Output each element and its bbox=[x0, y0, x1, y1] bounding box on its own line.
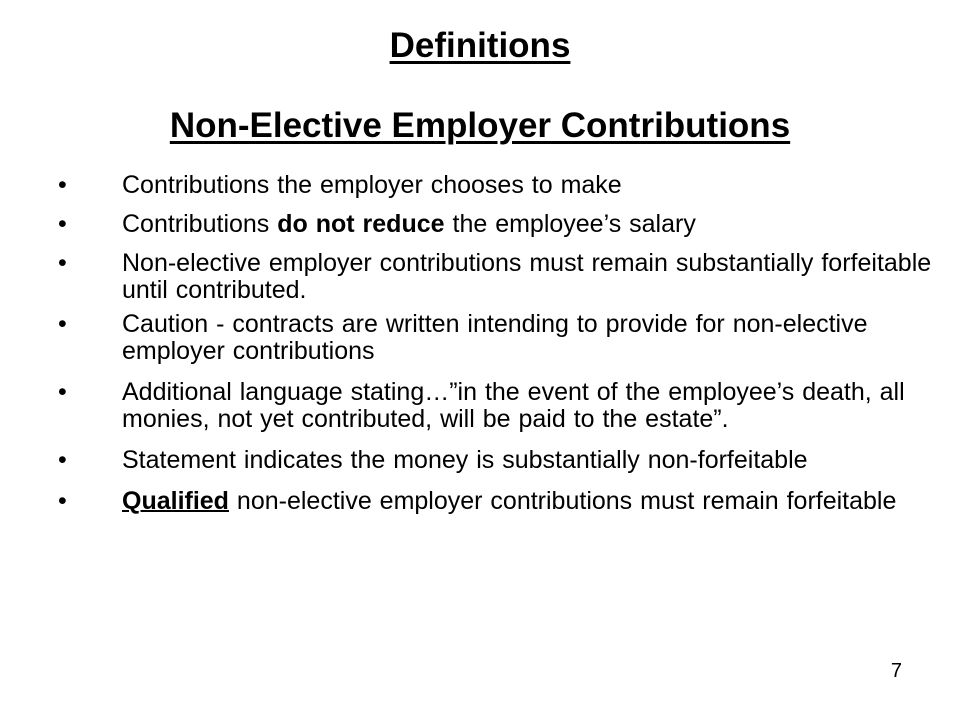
bullet-item bbox=[58, 379, 938, 433]
bullet-marker: • bbox=[58, 210, 67, 238]
bullet-item bbox=[58, 447, 938, 474]
bullet-text-post: the employee’s salary bbox=[444, 210, 696, 238]
bullet-text: Caution - contracts are written intending to provide for non-elective employer contributions bbox=[122, 310, 868, 365]
bullet-text: Contributions the employer chooses to make bbox=[122, 171, 622, 199]
bullet-marker: • bbox=[58, 171, 67, 199]
bullet-item bbox=[58, 250, 938, 304]
bullet-emphasis: do not reduce bbox=[277, 210, 445, 238]
bullet-marker: • bbox=[58, 310, 67, 338]
bullet-list bbox=[58, 172, 938, 515]
bullet-text: Additional language stating…”in the event of the employee’s death, all monies, not yet contributed, will be paid to the estate”. bbox=[122, 378, 905, 433]
bullet-text-post: non-elective employer contributions must remain forfeitable bbox=[228, 487, 897, 515]
bullet-marker: • bbox=[58, 487, 67, 515]
bullet-marker: • bbox=[58, 378, 67, 406]
slide-title: Definitions bbox=[389, 26, 571, 65]
bullet-item bbox=[58, 211, 938, 238]
bullet-item bbox=[58, 311, 938, 365]
bullet-marker: • bbox=[58, 249, 67, 277]
bullet-item bbox=[58, 172, 938, 199]
bullet-text-pre: Contributions bbox=[122, 210, 278, 238]
bullet-marker: • bbox=[58, 446, 67, 474]
page-number: 7 bbox=[890, 660, 902, 682]
slide-subtitle: Non-Elective Employer Contributions bbox=[169, 106, 791, 145]
bullet-emphasis-qualified: Qualified bbox=[122, 487, 229, 515]
bullet-text: Non-elective employer contributions must remain substantially forfeitable until contributed. bbox=[122, 249, 932, 304]
bullet-text: Statement indicates the money is substantially non-forfeitable bbox=[122, 446, 808, 474]
bullet-item bbox=[58, 488, 938, 515]
